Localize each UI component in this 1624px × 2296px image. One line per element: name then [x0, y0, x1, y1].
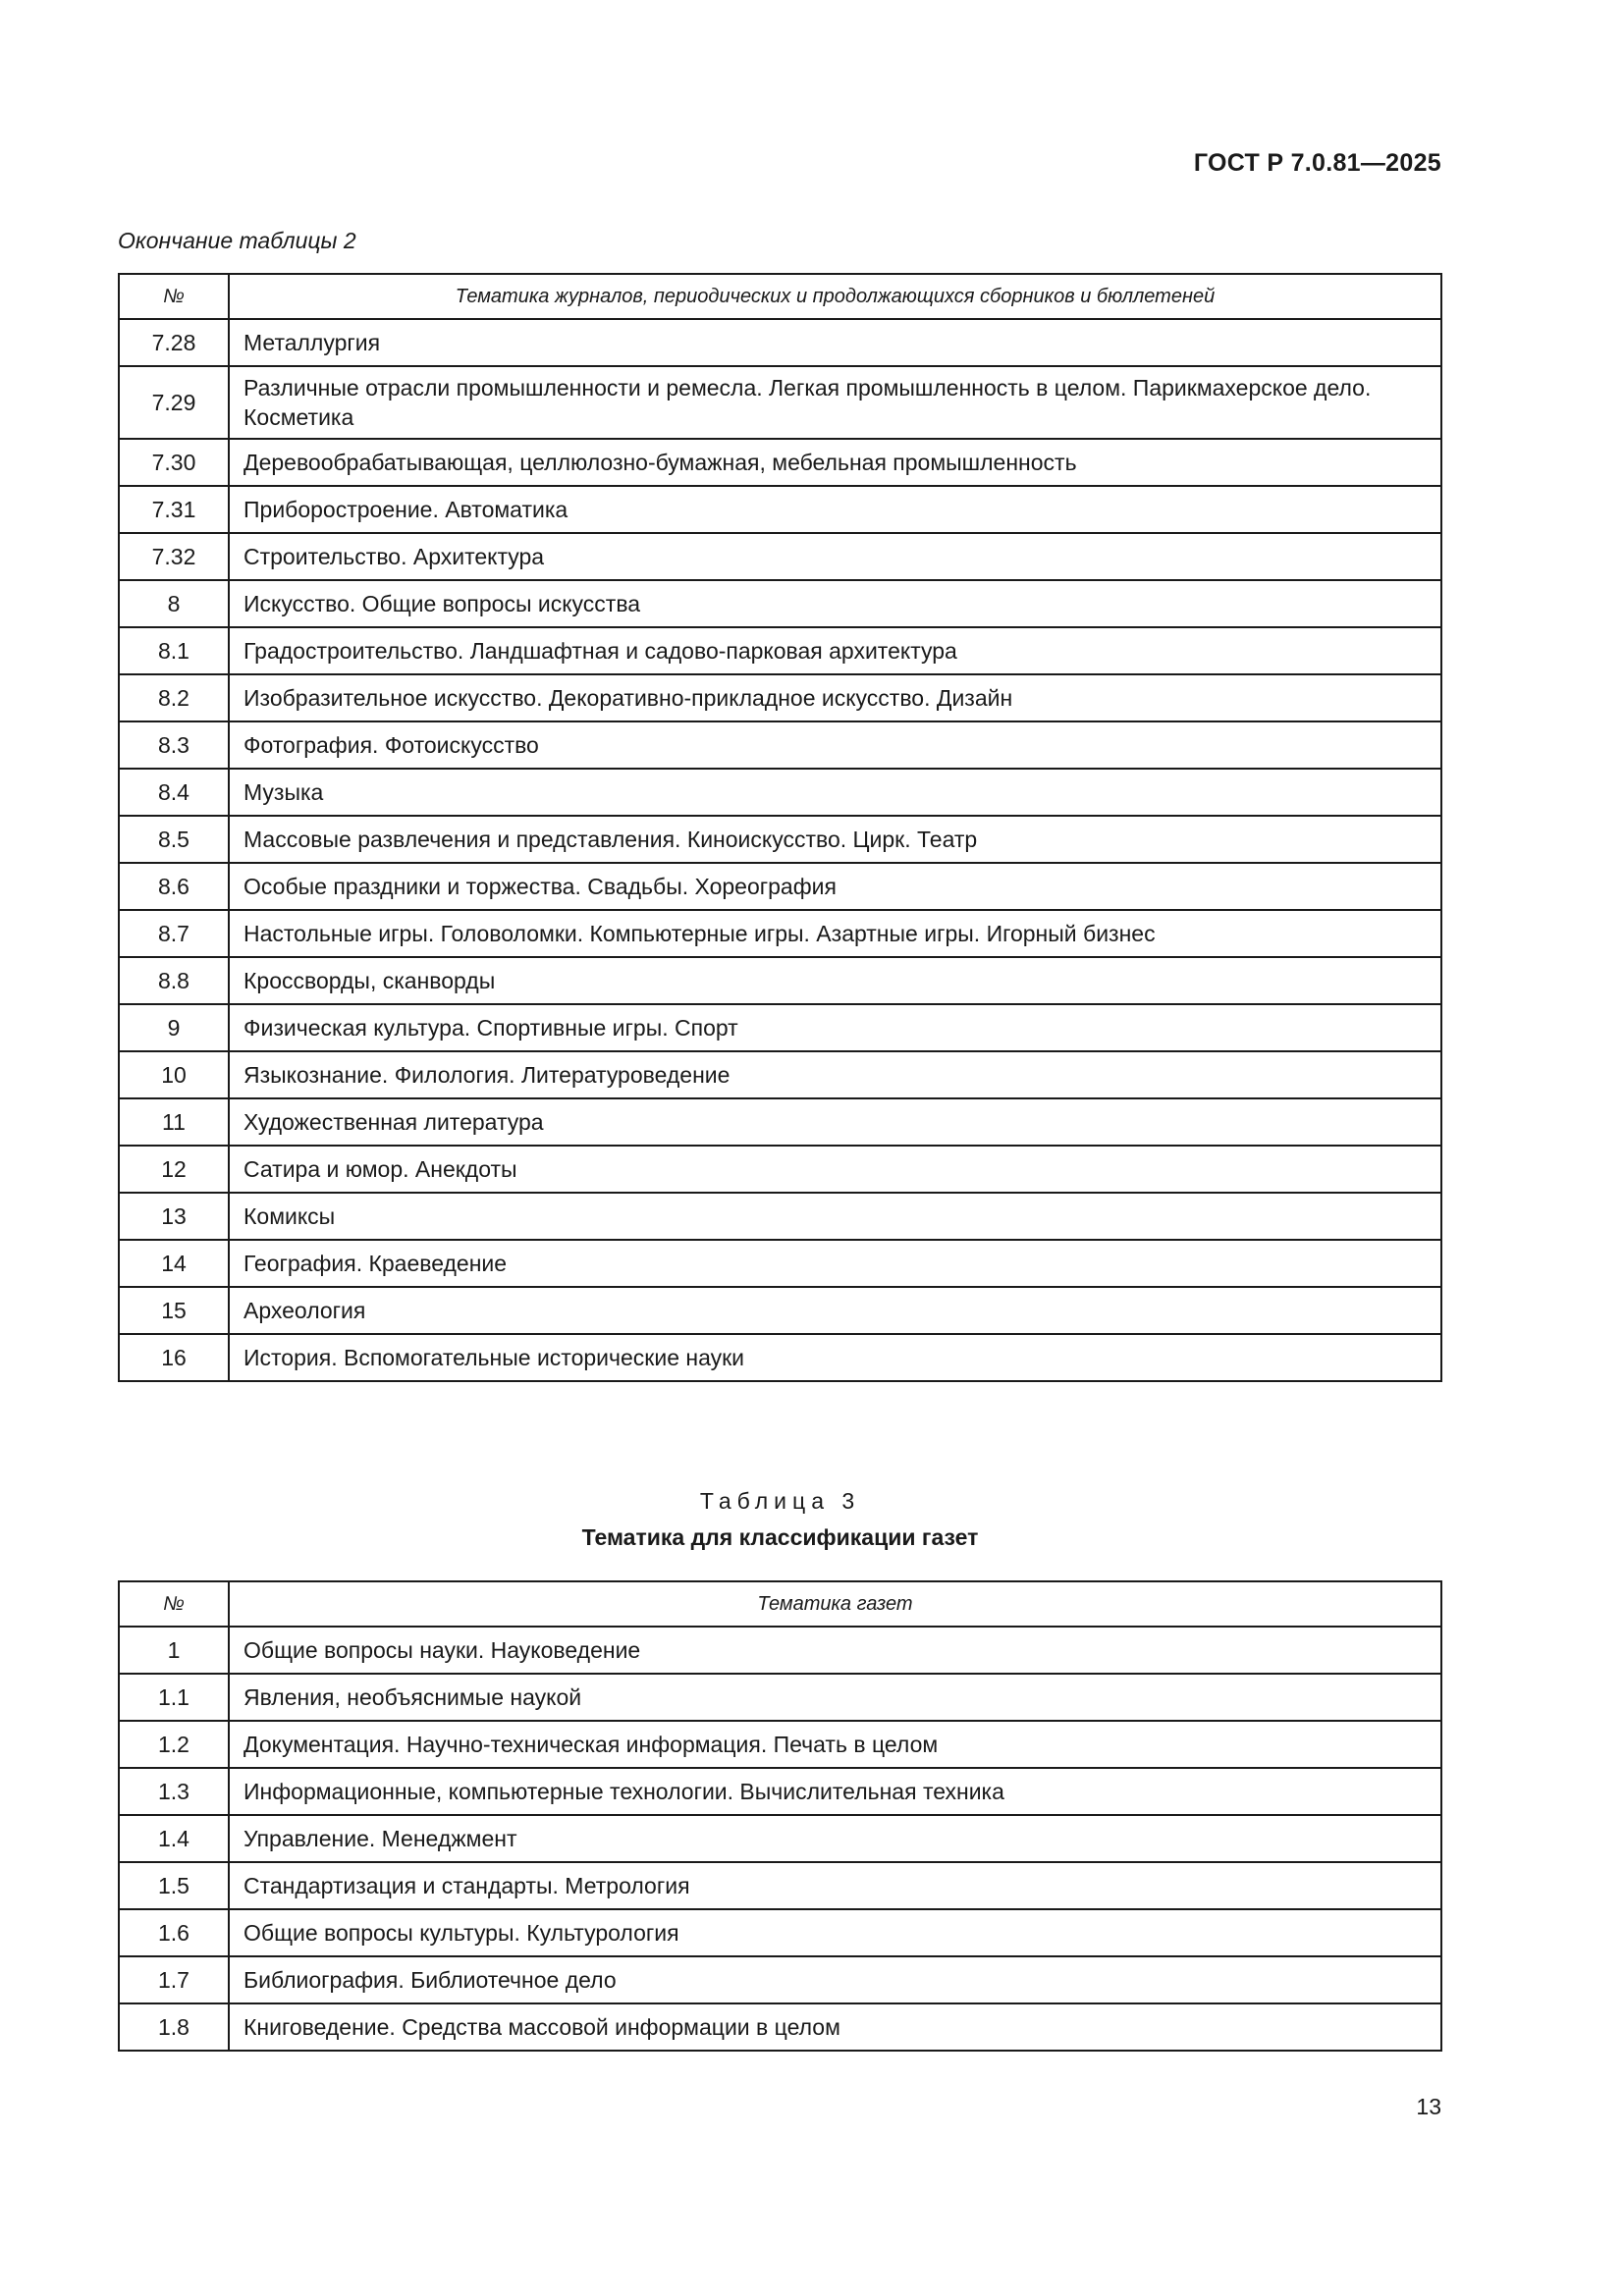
- table-row: [119, 439, 1441, 486]
- page-number: 13: [1416, 2094, 1441, 2119]
- row-topic: Книговедение. Средства массовой информации в целом: [229, 2003, 1441, 2051]
- row-number: 8.6: [119, 863, 229, 910]
- table-row: [119, 1627, 1441, 1674]
- row-number: 11: [119, 1098, 229, 1146]
- row-number: 1.5: [119, 1862, 229, 1909]
- row-number: 1: [119, 1627, 229, 1674]
- row-number: 1.7: [119, 1956, 229, 2003]
- row-topic: Массовые развлечения и представления. Киноискусство. Цирк. Театр: [229, 816, 1441, 863]
- table-row: [119, 1721, 1441, 1768]
- table-row: [119, 1862, 1441, 1909]
- row-number: 10: [119, 1051, 229, 1098]
- row-number: 1.3: [119, 1768, 229, 1815]
- table3-header-topic: Тематика газет: [229, 1581, 1441, 1627]
- table-row: [119, 1146, 1441, 1193]
- table2: [118, 273, 1442, 1382]
- row-topic: Физическая культура. Спортивные игры. Спорт: [229, 1004, 1441, 1051]
- row-number: 13: [119, 1193, 229, 1240]
- row-topic: Строительство. Архитектура: [229, 533, 1441, 580]
- row-topic: География. Краеведение: [229, 1240, 1441, 1287]
- row-number: 8.4: [119, 769, 229, 816]
- table-row: [119, 1815, 1441, 1862]
- table-row: [119, 1051, 1441, 1098]
- row-number: 8.7: [119, 910, 229, 957]
- row-topic: Стандартизация и стандарты. Метрология: [229, 1862, 1441, 1909]
- table-row: [119, 627, 1441, 674]
- row-number: 8.5: [119, 816, 229, 863]
- table3-label: Таблица 3: [699, 1488, 861, 1514]
- table-row: [119, 910, 1441, 957]
- row-topic: Художественная литература: [229, 1098, 1441, 1146]
- row-number: 8.3: [119, 721, 229, 769]
- table-row: [119, 863, 1441, 910]
- table2-body: [119, 319, 1441, 1381]
- row-topic: Явления, необъяснимые наукой: [229, 1674, 1441, 1721]
- row-topic: Фотография. Фотоискусство: [229, 721, 1441, 769]
- table-row: [119, 1768, 1441, 1815]
- row-topic: Музыка: [229, 769, 1441, 816]
- row-number: 1.1: [119, 1674, 229, 1721]
- row-number: 1.6: [119, 1909, 229, 1956]
- table-row: [119, 1287, 1441, 1334]
- table-row: [119, 957, 1441, 1004]
- row-topic: Изобразительное искусство. Декоративно-прикладное искусство. Дизайн: [229, 674, 1441, 721]
- row-topic: Информационные, компьютерные технологии. Вычислительная техника: [229, 1768, 1441, 1815]
- row-topic: Различные отрасли промышленности и ремесла. Легкая промышленность в целом. Парикмахерское дело. Косметика: [229, 366, 1441, 439]
- table3-header-number: №: [119, 1581, 229, 1627]
- row-topic: Языкознание. Филология. Литературоведение: [229, 1051, 1441, 1098]
- row-number: 12: [119, 1146, 229, 1193]
- table-row: [119, 769, 1441, 816]
- table-row: [119, 1240, 1441, 1287]
- row-number: 9: [119, 1004, 229, 1051]
- row-topic: Металлургия: [229, 319, 1441, 366]
- row-number: 7.30: [119, 439, 229, 486]
- row-number: 7.32: [119, 533, 229, 580]
- row-topic: Общие вопросы культуры. Культурология: [229, 1909, 1441, 1956]
- table-row: [119, 674, 1441, 721]
- table-row: [119, 1334, 1441, 1381]
- row-number: 8: [119, 580, 229, 627]
- row-number: 8.2: [119, 674, 229, 721]
- table-row: [119, 721, 1441, 769]
- table-row: [119, 2003, 1441, 2051]
- row-topic: Приборостроение. Автоматика: [229, 486, 1441, 533]
- table-row: [119, 1909, 1441, 1956]
- table2-header-row: [119, 274, 1441, 319]
- row-number: 7.31: [119, 486, 229, 533]
- row-topic: История. Вспомогательные исторические науки: [229, 1334, 1441, 1381]
- row-number: 1.2: [119, 1721, 229, 1768]
- row-topic: Библиография. Библиотечное дело: [229, 1956, 1441, 2003]
- table-row: [119, 533, 1441, 580]
- row-topic: Археология: [229, 1287, 1441, 1334]
- table-row: [119, 1004, 1441, 1051]
- row-number: 1.8: [119, 2003, 229, 2051]
- row-number: 15: [119, 1287, 229, 1334]
- row-topic: Общие вопросы науки. Науковедение: [229, 1627, 1441, 1674]
- row-topic: Комиксы: [229, 1193, 1441, 1240]
- row-topic: Деревообрабатывающая, целлюлозно-бумажная, мебельная промышленность: [229, 439, 1441, 486]
- row-number: 8.8: [119, 957, 229, 1004]
- table-row: [119, 1193, 1441, 1240]
- table-row: [119, 580, 1441, 627]
- table-row: [119, 486, 1441, 533]
- table2-header-number: №: [119, 274, 229, 319]
- row-number: 7.28: [119, 319, 229, 366]
- row-topic: Особые праздники и торжества. Свадьбы. Хореография: [229, 863, 1441, 910]
- table3: [118, 1580, 1442, 2052]
- row-number: 7.29: [119, 366, 229, 439]
- standard-code: ГОСТ Р 7.0.81—2025: [1193, 149, 1441, 177]
- row-topic: Градостроительство. Ландшафтная и садово-парковая архитектура: [229, 627, 1441, 674]
- table3-body: [119, 1627, 1441, 2051]
- table-row: [119, 1674, 1441, 1721]
- row-topic: Сатира и юмор. Анекдоты: [229, 1146, 1441, 1193]
- table-row: [119, 1956, 1441, 2003]
- row-number: 14: [119, 1240, 229, 1287]
- row-topic: Кроссворды, сканворды: [229, 957, 1441, 1004]
- table3-title: Тематика для классификации газет: [581, 1524, 979, 1550]
- table2-continuation-label: Окончание таблицы 2: [118, 228, 356, 253]
- table-row: [119, 816, 1441, 863]
- table-row: [119, 319, 1441, 366]
- table-row: [119, 1098, 1441, 1146]
- row-topic: Документация. Научно-техническая информация. Печать в целом: [229, 1721, 1441, 1768]
- row-topic: Искусство. Общие вопросы искусства: [229, 580, 1441, 627]
- row-topic: Управление. Менеджмент: [229, 1815, 1441, 1862]
- row-number: 8.1: [119, 627, 229, 674]
- table3-header-row: [119, 1581, 1441, 1627]
- row-topic: Настольные игры. Головоломки. Компьютерные игры. Азартные игры. Игорный бизнес: [229, 910, 1441, 957]
- table2-header-topic: Тематика журналов, периодических и продолжающихся сборников и бюллетеней: [229, 274, 1441, 319]
- row-number: 16: [119, 1334, 229, 1381]
- table-row: [119, 366, 1441, 439]
- row-number: 1.4: [119, 1815, 229, 1862]
